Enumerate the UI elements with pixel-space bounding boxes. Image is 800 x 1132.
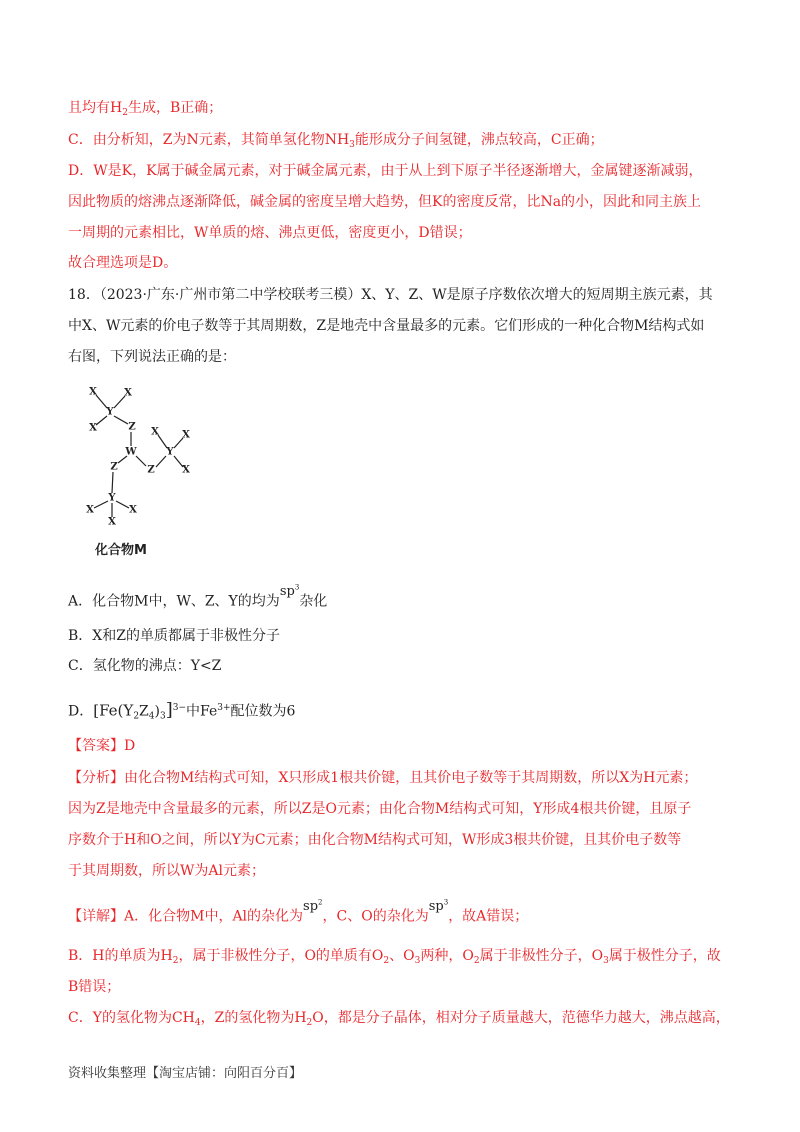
- detail-text: 【详解】A．化合物M中，Al的杂化为$sp^2$，C、O的杂化为$sp^3$，故A错误；: [68, 899, 529, 925]
- atom-label: X: [89, 386, 97, 398]
- question-text: 18．（2023·广东·广州市第二中学校联考三模）X、Y、Z、W是原子序数依次增大的短周期主族元素，其: [68, 287, 713, 303]
- figure-caption: 化合物M: [95, 543, 147, 558]
- atom-label: Y: [106, 406, 114, 418]
- atom-label: X: [151, 426, 159, 438]
- detail-text: B错误；: [68, 979, 121, 995]
- text-line: C．由分析知，Z为N元素，其简单氢化物$NH_3$能形成分子间氢键，沸点较高，C正确；: [68, 132, 604, 150]
- footer-text: 资料收集整理【淘宝店铺：向阳百分百】: [68, 1066, 303, 1081]
- analysis-text: 【分析】由化合物M结构式可知，X只形成1根共价键，且其价电子数等于其周期数，所以X为H元素；: [68, 770, 698, 786]
- atom-label: X: [108, 516, 116, 528]
- analysis-text: 于其周期数，所以W为Al元素；: [68, 863, 265, 879]
- analysis-text: 因为Z是地壳中含量最多的元素，所以Z是O元素；由化合物M结构式可知，Y形成4根共价键，且原子: [68, 801, 692, 817]
- option-a: A．化合物M中，W、Z、Y的均为$sp^3$杂化: [68, 584, 328, 610]
- atom-label: X: [86, 504, 94, 516]
- question-text: 右图，下列说法正确的是：: [68, 349, 236, 365]
- text-line: D．W是K，K属于碱金属元素，对于碱金属元素，由于从上到下原子半径逐渐增大，金属键逐渐减弱，: [68, 163, 703, 179]
- atom-label: Z: [128, 421, 136, 433]
- option-b: B．X和Z的单质都属于非极性分子: [68, 628, 280, 644]
- atom-label: X: [182, 429, 190, 441]
- atom-label: Y: [108, 492, 116, 504]
- compound-m-structure: [0, 0, 800, 560]
- atom-label: X: [89, 422, 97, 434]
- text-line: 因此物质的熔沸点逐渐降低，碱金属的密度呈增大趋势，但K的密度反常，比Na的小，因此和同主族上: [68, 194, 702, 210]
- text-line: 一周期的元素相比，W单质的熔、沸点更低，密度更小，D错误；: [68, 225, 472, 241]
- analysis-text: 序数介于H和O之间，所以Y为C元素；由化合物M结构式可知，W形成3根共价键，且其价电子数等: [68, 832, 682, 848]
- detail-text: C．Y的氢化物为$CH_4$，Z的氢化物为$H_2O$，都是分子晶体，相对分子质量越大，范德华力越大，沸点越高，: [68, 1010, 730, 1028]
- atom-label: Z: [147, 464, 155, 476]
- text-line: 且均有$H_2$生成，B正确；: [68, 100, 223, 118]
- option-d: D．$[Fe(Y_2Z_4)_3]^{3-}$中$Fe^{3+}$配位数为6: [68, 699, 296, 722]
- atom-label: X: [124, 387, 132, 399]
- atom-label: Z: [110, 461, 118, 473]
- detail-text: B．H的单质为$H_2$，属于非极性分子，O的单质有$O_2$、$O_3$两种，$O_2$属于非极性分子，$O_3$属于极性分子，故: [68, 948, 721, 966]
- text-line: 故合理选项是D。: [68, 255, 178, 271]
- atom-label: Y: [166, 446, 174, 458]
- question-text: 中X、W元素的价电子数等于其周期数，Z是地壳中含量最多的元素。它们形成的一种化合物M结构式如: [68, 318, 705, 334]
- answer-label: 【答案】D: [68, 738, 136, 754]
- atom-label: W: [125, 446, 137, 458]
- atom-label: X: [182, 464, 190, 476]
- atom-label: X: [129, 504, 137, 516]
- option-c: C．氢化物的沸点：Y<Z: [68, 658, 222, 674]
